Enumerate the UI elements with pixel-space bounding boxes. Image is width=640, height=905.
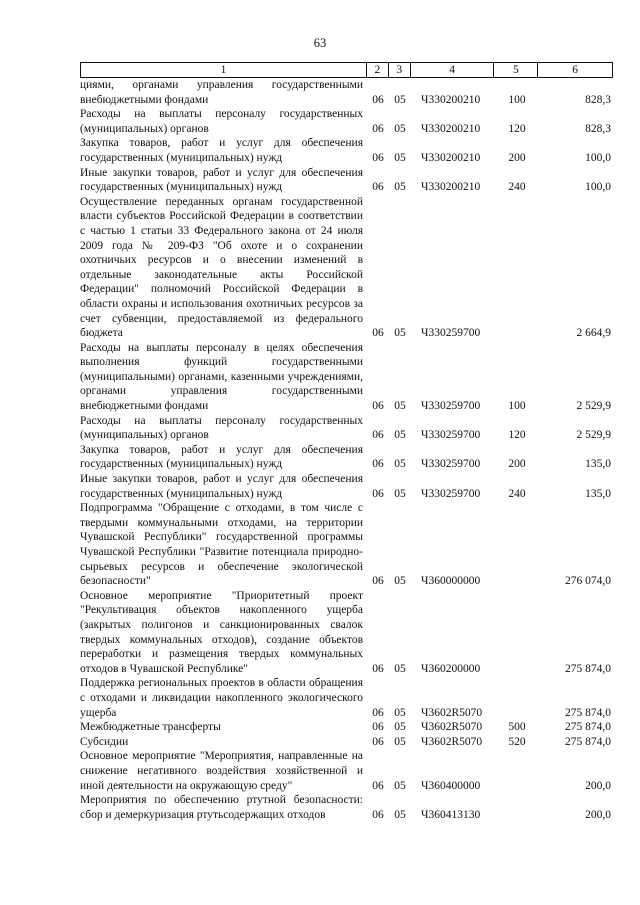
row-subsection: 05: [394, 400, 406, 413]
row-section: 06: [372, 662, 384, 675]
row-subsection: 05: [394, 327, 406, 340]
row-amount: 275 874,0: [565, 721, 611, 734]
header-col-2: 2: [367, 63, 389, 77]
row-target-code: Ч330200210: [421, 93, 481, 106]
table-header: [80, 62, 613, 78]
row-target-code: Ч330259700: [421, 429, 481, 442]
row-target-code: Ч3602R5070: [421, 735, 483, 748]
row-expense-type: 120: [508, 122, 526, 135]
row-subsection: 05: [394, 779, 406, 792]
table-row: [80, 136, 613, 165]
row-description: Иные закупки товаров, работ и услуг для обеспечения государственных (муниципальных) нужд: [80, 473, 363, 500]
page-number: 63: [313, 36, 327, 50]
row-target-code: Ч330200210: [421, 151, 481, 164]
row-amount: 100,0: [585, 151, 611, 164]
row-expense-type: [495, 501, 539, 589]
row-description: Закупка товаров, работ и услуг для обеспечения государственных (муниципальных) нужд: [80, 443, 363, 471]
row-section: 06: [372, 779, 384, 792]
row-amount: 276 074,0: [565, 575, 611, 588]
table-row: [80, 107, 613, 136]
table-row: [80, 341, 613, 414]
table-row: [80, 749, 613, 793]
header-col-5: 5: [494, 63, 538, 77]
row-section: 06: [372, 706, 384, 719]
row-section: 06: [372, 181, 384, 194]
table-row: [80, 166, 613, 195]
row-description: Субсидии: [80, 735, 129, 748]
row-expense-type: 240: [508, 487, 526, 500]
row-subsection: 05: [394, 735, 406, 748]
row-expense-type: 100: [508, 400, 526, 413]
row-subsection: 05: [394, 458, 406, 471]
row-expense-type: 520: [508, 735, 526, 748]
row-description: Закупка товаров, работ и услуг для обеспечения государственных (муниципальных) нужд: [80, 137, 363, 164]
row-subsection: 05: [394, 487, 406, 500]
row-description: Основное мероприятие "Приоритетный проект "Рекультивация объектов накопленного ущерба (закрытых полигонов и санкционированных свалок твердых коммунальных отходов), создание объектов переработки и размещения твердых коммунальных отходов в Чувашской Республике": [80, 589, 363, 675]
row-target-code: Ч330259700: [421, 400, 481, 413]
row-target-code: Ч330259700: [421, 327, 481, 340]
row-section: 06: [372, 721, 384, 734]
row-section: 06: [372, 151, 384, 164]
row-target-code: Ч3602R5070: [421, 721, 483, 734]
row-target-code: Ч360000000: [421, 575, 481, 588]
row-subsection: 05: [394, 429, 406, 442]
table-row: [80, 676, 613, 720]
row-subsection: 05: [394, 181, 406, 194]
header-col-6: 6: [572, 64, 579, 76]
row-description: Поддержка региональных проектов в области обращения с отходами и ликвидации накопленного экологического ущерба: [80, 677, 363, 719]
row-expense-type: 240: [508, 181, 526, 194]
row-expense-type: [495, 793, 539, 822]
table-row: [80, 793, 613, 822]
row-expense-type: 200: [508, 151, 526, 164]
row-expense-type: 500: [508, 721, 526, 734]
table-row: [80, 414, 613, 443]
table-row: [80, 501, 613, 589]
row-amount: 2 529,9: [576, 400, 611, 413]
row-target-code: Ч3602R5070: [421, 706, 483, 719]
row-amount: 200,0: [585, 808, 611, 821]
row-description: Расходы на выплаты персоналу государственных (муниципальных) органов: [80, 414, 363, 442]
row-amount: 2 529,9: [576, 429, 611, 442]
row-section: 06: [372, 458, 384, 471]
row-description: Расходы на выплаты персоналу государственных (муниципальных) органов: [80, 108, 363, 135]
row-target-code: Ч330259700: [421, 487, 481, 500]
header-col-3: 3: [389, 63, 411, 77]
row-amount: 200,0: [585, 779, 611, 792]
header-col-1: 1: [81, 63, 367, 77]
row-expense-type: 200: [508, 458, 526, 471]
row-section: 06: [372, 122, 384, 135]
row-amount: 275 874,0: [565, 706, 611, 719]
table-row: [80, 195, 613, 341]
row-target-code: Ч360413130: [421, 808, 481, 821]
table-row: [80, 472, 613, 501]
row-description: Межбюджетные трансферты: [80, 721, 221, 734]
row-section: 06: [372, 327, 384, 340]
row-expense-type: [495, 195, 539, 341]
row-subsection: 05: [394, 662, 406, 675]
row-description: Мероприятия по обеспечению ртутной безопасности: сбор и демеркуризация ртутьсодержащих отходов: [80, 794, 363, 821]
row-description: Расходы на выплаты персоналу в целях обеспечения выполнения функций государственными (муниципальными) органами, казенными учреждениями, органами управления государственными внебюджетными фондами: [80, 341, 363, 413]
row-subsection: 05: [394, 93, 406, 106]
row-description: Осуществление переданных органам государственной власти субъектов Российской Федерации в соответствии с частью 1 статьи 33 Федерального закона от 24 июля 2009 года № 209-ФЗ "Об охоте и о сохранении охотничьих ресурсов и о внесении изменений в отдельные законодательные акты Российской Федерации" полномочий Российской Федерации в области охраны и использования охотничьих ресурсов за счет субвенции, предоставляемой из федерального бюджета: [80, 195, 363, 340]
row-section: 06: [372, 400, 384, 413]
row-section: 06: [372, 429, 384, 442]
row-target-code: Ч360200000: [421, 662, 481, 675]
row-expense-type: [495, 589, 539, 677]
row-amount: 828,3: [585, 122, 611, 135]
row-section: 06: [372, 93, 384, 106]
row-amount: 100,0: [585, 181, 611, 194]
row-target-code: Ч360400000: [421, 779, 481, 792]
row-subsection: 05: [394, 721, 406, 734]
row-section: 06: [372, 487, 384, 500]
header-col-4: 4: [411, 63, 495, 77]
row-subsection: 05: [394, 151, 406, 164]
row-subsection: 05: [394, 808, 406, 821]
table-row: [80, 720, 613, 735]
row-amount: 275 874,0: [565, 662, 611, 675]
row-amount: 2 664,9: [576, 327, 611, 340]
row-subsection: 05: [394, 122, 406, 135]
table-row: [80, 443, 613, 472]
row-section: 06: [372, 808, 384, 821]
row-amount: 135,0: [585, 487, 611, 500]
table-row: [80, 735, 613, 750]
row-section: 06: [372, 735, 384, 748]
row-expense-type: [495, 676, 539, 720]
row-section: 06: [372, 575, 384, 588]
row-amount: 275 874,0: [565, 735, 611, 748]
row-description: Подпрограмма "Обращение с отходами, в том числе с твердыми коммунальными отходами, на территории Чувашской Республики" государственной программы Чувашской Республики "Развитие потенциала природно-сырьевых ресурсов и обеспечение экологической безопасности": [80, 502, 363, 588]
row-target-code: Ч330259700: [421, 458, 481, 471]
row-subsection: 05: [394, 706, 406, 719]
row-expense-type: 120: [508, 429, 526, 442]
row-target-code: Ч330200210: [421, 122, 481, 135]
row-amount: 135,0: [585, 458, 611, 471]
table-row: [80, 589, 613, 677]
table-row: [80, 78, 613, 107]
row-expense-type: 100: [508, 93, 526, 106]
budget-table-body: [80, 78, 613, 822]
row-description: циями, органами управления государственными внебюджетными фондами: [80, 79, 363, 106]
row-subsection: 05: [394, 575, 406, 588]
row-amount: 828,3: [585, 93, 611, 106]
row-expense-type: [495, 749, 539, 793]
row-description: Основное мероприятие "Мероприятия, направленные на снижение негативного воздействия хозяйственной и иной деятельности на окружающую среду": [80, 750, 363, 792]
row-description: Иные закупки товаров, работ и услуг для обеспечения государственных (муниципальных) нужд: [80, 166, 363, 194]
row-target-code: Ч330200210: [421, 181, 481, 194]
